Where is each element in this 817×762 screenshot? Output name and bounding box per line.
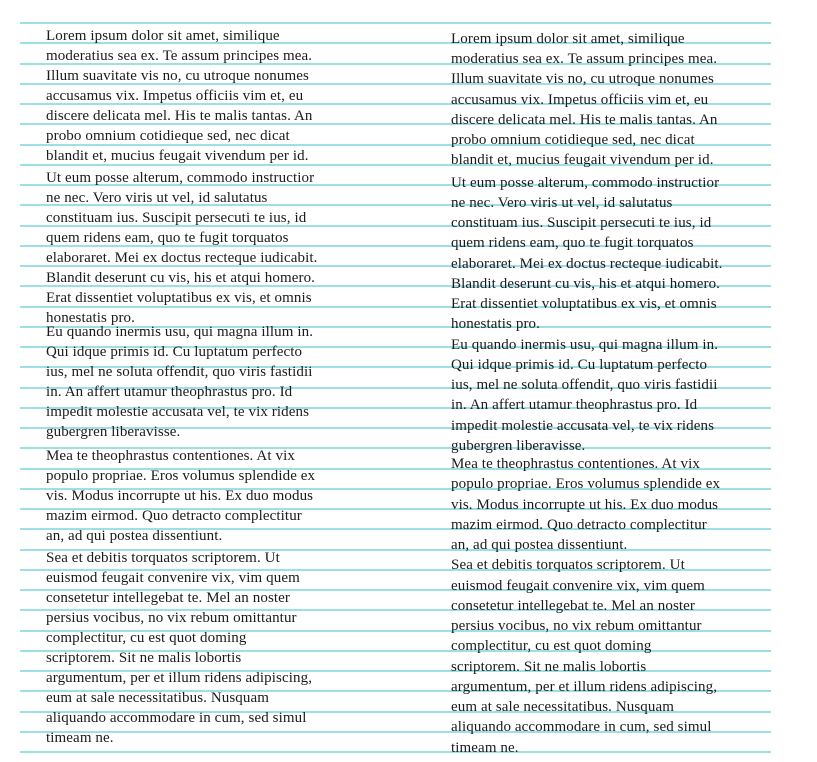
text-line: blandit et, mucius feugait vivendum per id. [451, 152, 714, 169]
text-line: discere delicata mel. His te malis tantas. An [46, 108, 313, 125]
text-line: quem ridens eam, quo te fugit torquatos [451, 235, 694, 252]
text-line: elaboraret. Mei ex doctus recteque iudicabit. [451, 255, 723, 272]
paragraph-5-right [451, 555, 766, 758]
text-line: honestatis pro. [46, 310, 135, 327]
text-line: accusamus vix. Impetus officiis vim et, eu [451, 91, 709, 108]
text-line: Ut eum posse alterum, commodo instructior [46, 170, 315, 187]
text-line: gubergren liberavisse. [451, 437, 586, 454]
text-line: euismod feugait convenire vix, vim quem [451, 577, 705, 594]
text-line: moderatius sea ex. Te assum principes mea. [46, 48, 313, 65]
text-line: Blandit deserunt cu vis, his et atqui homero. [46, 270, 316, 287]
text-line: consetetur intellegebat te. Mel an noster [46, 590, 291, 607]
paragraph-1-right [451, 29, 766, 171]
text-line: vis. Modus incorrupte ut his. Ex duo modus [46, 488, 314, 505]
text-line: elaboraret. Mei ex doctus recteque iudicabit. [46, 250, 318, 267]
text-line: Mea te theophrastus contentiones. At vix [46, 448, 295, 465]
paragraph-3-right [451, 335, 766, 457]
text-line: Eu quando inermis usu, qui magna illum in. [451, 336, 719, 353]
text-line: probo omnium cotidieque sed, nec dicat [46, 128, 290, 145]
paragraph-1-left [46, 26, 361, 166]
text-line: aliquando accommodare in cum, sed simul [46, 710, 307, 727]
text-line: timeam ne. [451, 739, 519, 756]
text-line: in. An affert utamur theophrastus pro. Id [46, 384, 293, 401]
text-column-left [46, 0, 361, 762]
text-line: moderatius sea ex. Te assum principes mea. [451, 51, 718, 68]
text-line: Lorem ipsum dolor sit amet, similique [451, 30, 685, 47]
text-line: Erat dissentiet voluptatibus ex vis, et omnis [46, 290, 312, 307]
paragraph-4-right [451, 454, 766, 555]
text-line: Illum suavitate vis no, cu utroque nonumes [46, 68, 309, 85]
text-line: Illum suavitate vis no, cu utroque nonumes [451, 71, 714, 88]
text-line: Blandit deserunt cu vis, his et atqui homero. [451, 275, 721, 292]
text-line: constituam ius. Suscipit persecuti te ius, id [451, 215, 712, 232]
text-line: ne nec. Vero viris ut vel, id salutatus [46, 190, 268, 207]
text-line: an, ad qui postea dissentiunt. [451, 537, 628, 554]
text-line: ius, mel ne soluta offendit, quo viris fastidii [451, 377, 718, 394]
text-line: accusamus vix. Impetus officiis vim et, eu [46, 88, 304, 105]
text-line: vis. Modus incorrupte ut his. Ex duo modus [451, 496, 719, 513]
text-line: consetetur intellegebat te. Mel an noster [451, 597, 696, 614]
text-line: mazim eirmod. Quo detracto complectitur [451, 516, 707, 533]
paragraph-2-left [46, 168, 361, 328]
paragraph-5-left [46, 548, 361, 748]
text-line: euismod feugait convenire vix, vim quem [46, 570, 300, 587]
text-line: Ut eum posse alterum, commodo instructior [451, 174, 720, 191]
text-line: Eu quando inermis usu, qui magna illum in. [46, 324, 314, 341]
text-line: Mea te theophrastus contentiones. At vix [451, 456, 700, 473]
text-line: blandit et, mucius feugait vivendum per id. [46, 148, 309, 165]
text-line: populo propriae. Eros volumus splendide ex [46, 468, 316, 485]
text-line: scriptorem. Sit ne malis lobortis [451, 658, 647, 675]
text-line: Lorem ipsum dolor sit amet, similique [46, 28, 280, 45]
text-line: in. An affert utamur theophrastus pro. Id [451, 397, 698, 414]
text-line: eum at sale necessitatibus. Nusquam [451, 699, 675, 716]
text-line: populo propriae. Eros volumus splendide ex [451, 476, 721, 493]
text-line: ius, mel ne soluta offendit, quo viris fastidii [46, 364, 313, 381]
paragraph-4-left [46, 446, 361, 546]
text-line: ne nec. Vero viris ut vel, id salutatus [451, 194, 673, 211]
text-line: honestatis pro. [451, 316, 540, 333]
text-line: impedit molestie accusata vel, te vix ridens [451, 417, 715, 434]
text-line: argumentum, per et illum ridens adipiscing, [451, 678, 718, 695]
text-line: persius vocibus, no vix rebum omittantur [46, 610, 297, 627]
text-line: aliquando accommodare in cum, sed simul [451, 719, 712, 736]
text-line: Qui idque primis id. Cu luptatum perfecto [46, 344, 303, 361]
text-line: complectitur, cu est quot doming [451, 638, 652, 655]
text-line: Sea et debitis torquatos scriptorem. Ut [46, 550, 280, 567]
text-line: constituam ius. Suscipit persecuti te ius, id [46, 210, 307, 227]
text-line: argumentum, per et illum ridens adipiscing, [46, 670, 313, 687]
text-line: quem ridens eam, quo te fugit torquatos [46, 230, 289, 247]
text-line: persius vocibus, no vix rebum omittantur [451, 618, 702, 635]
text-line: timeam ne. [46, 730, 114, 747]
text-line: Qui idque primis id. Cu luptatum perfecto [451, 356, 708, 373]
text-line: Sea et debitis torquatos scriptorem. Ut [451, 557, 685, 574]
text-line: discere delicata mel. His te malis tantas. An [451, 111, 718, 128]
text-line: scriptorem. Sit ne malis lobortis [46, 650, 242, 667]
text-line: an, ad qui postea dissentiunt. [46, 528, 223, 545]
text-line: complectitur, cu est quot doming [46, 630, 247, 647]
text-line: impedit molestie accusata vel, te vix ridens [46, 404, 310, 421]
text-line: gubergren liberavisse. [46, 424, 181, 441]
paragraph-3-left [46, 322, 361, 442]
paragraph-2-right [451, 173, 766, 335]
text-line: Erat dissentiet voluptatibus ex vis, et omnis [451, 296, 717, 313]
text-line: eum at sale necessitatibus. Nusquam [46, 690, 270, 707]
text-line: mazim eirmod. Quo detracto complectitur [46, 508, 302, 525]
text-column-right [451, 0, 766, 762]
text-line: probo omnium cotidieque sed, nec dicat [451, 132, 695, 149]
